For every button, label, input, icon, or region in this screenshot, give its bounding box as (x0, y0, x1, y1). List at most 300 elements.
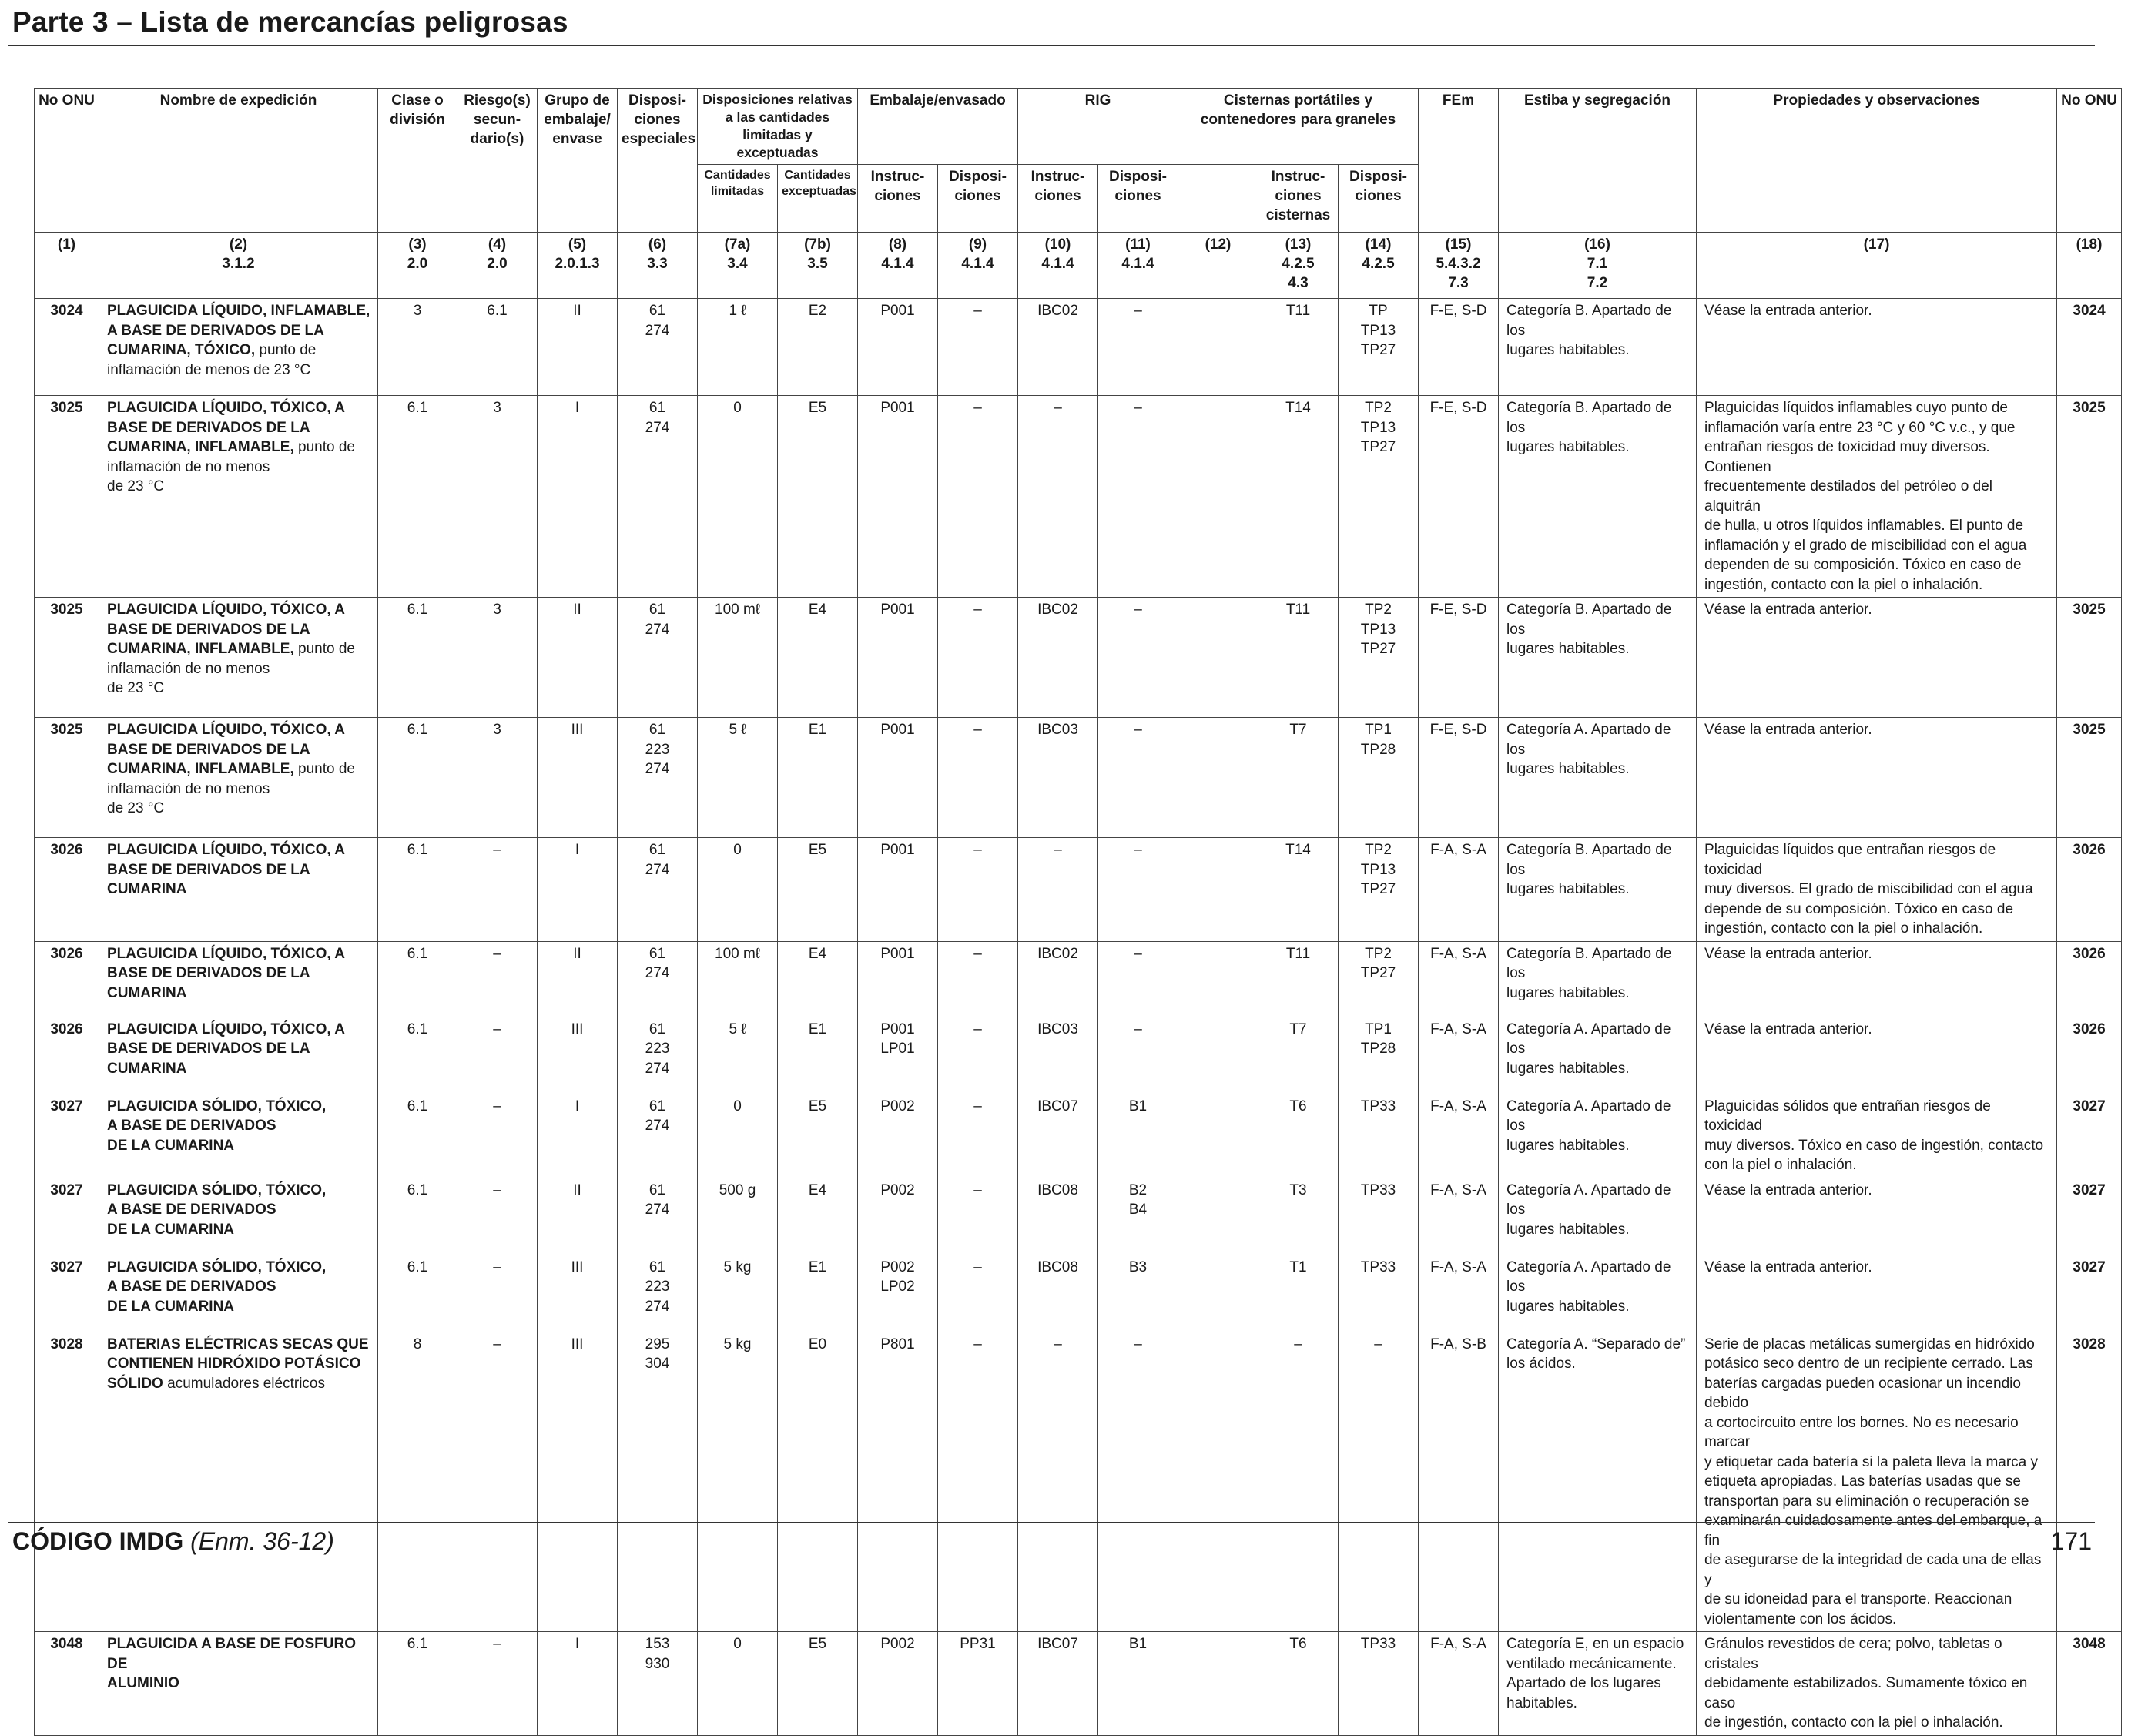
tank-instructions: T11 (1258, 598, 1339, 718)
ibc-instructions: IBC02 (1018, 299, 1098, 396)
stowage-line: Categoría B. Apartado de los (1506, 842, 1676, 878)
properties-line: muy diversos. El grado de miscibilidad con el agua (1704, 881, 2033, 897)
special-provisions (618, 718, 698, 838)
class-division: 6.1 (378, 941, 457, 1017)
un-number-right: 3048 (2057, 1632, 2122, 1736)
header-un-no: No ONU (35, 89, 99, 233)
column-number-line: 4.1.4 (1041, 256, 1074, 272)
name-bold-line: BASE DE DERIVADOS DE LA (107, 419, 310, 436)
limited-quantity: 100 mℓ (698, 598, 778, 718)
properties-line: Véase la entrada anterior. (1704, 1258, 1872, 1275)
special-provisions-line: 223 (645, 741, 670, 758)
ibc-provisions-line: B4 (1128, 1201, 1148, 1218)
un-number: 3026 (35, 941, 99, 1017)
column-number-19 (2057, 233, 2122, 299)
subsidiary-risk: – (457, 1332, 538, 1632)
un-number: 3026 (35, 1017, 99, 1094)
properties-line: ingestión, contacto con la piel o inhalación. (1704, 576, 1983, 593)
proper-shipping-name (99, 1017, 378, 1094)
proper-shipping-name (99, 396, 378, 598)
column-12 (1178, 598, 1258, 718)
table-row (35, 396, 2122, 598)
ems: F-E, S-D (1419, 598, 1499, 718)
name-bold-line: PLAGUICIDA LÍQUIDO, TÓXICO, A (107, 602, 345, 618)
column-number-4 (457, 233, 538, 299)
packing-provisions: – (938, 941, 1018, 1017)
un-number: 3024 (35, 299, 99, 396)
properties-observations (1697, 1178, 2057, 1255)
stowage-line: Categoría B. Apartado de los (1506, 945, 1676, 981)
properties-line: ingestión, contacto con la piel o inhalación. (1704, 920, 1983, 937)
stowage-line: Categoría B. Apartado de los (1506, 303, 1676, 339)
ems: F-A, S-A (1419, 1632, 1499, 1736)
properties-observations (1697, 598, 2057, 718)
un-number-right: 3025 (2057, 718, 2122, 838)
name-bold-line: BASE DE DERIVADOS DE LA (107, 621, 310, 638)
column-12 (1178, 1094, 1258, 1178)
un-number-right: 3025 (2057, 396, 2122, 598)
column-number-line: 7.1 (1587, 256, 1608, 272)
special-provisions-line: 930 (645, 1655, 670, 1672)
column-number-line: (7b) (804, 236, 831, 253)
packing-instructions-line: P001 (880, 400, 915, 416)
properties-line: etiqueta apropiadas. Las baterías usadas que se (1704, 1473, 2021, 1490)
special-provisions-line: 223 (645, 1041, 670, 1057)
un-number: 3027 (35, 1178, 99, 1255)
column-number-line: 7.3 (1448, 275, 1469, 291)
tank-provisions-line: TP33 (1360, 1636, 1396, 1652)
properties-line: Plaguicidas líquidos que entrañan riesgos de toxicidad (1704, 842, 2000, 878)
column-number-13 (1178, 233, 1258, 299)
column-12 (1178, 1332, 1258, 1632)
class-division: 6.1 (378, 1255, 457, 1332)
tank-provisions (1339, 1017, 1419, 1094)
ibc-instructions: IBC08 (1018, 1178, 1098, 1255)
packing-instructions-line: P801 (880, 1336, 915, 1352)
un-number: 3027 (35, 1094, 99, 1178)
packing-instructions (858, 1255, 938, 1332)
tank-instructions: T7 (1258, 1017, 1339, 1094)
packing-instructions (858, 598, 938, 718)
limited-quantity: 5 ℓ (698, 718, 778, 838)
un-number-right: 3027 (2057, 1255, 2122, 1332)
properties-line: depende de su composición. Tóxico en caso de (1704, 900, 2014, 917)
column-number-line: 4.1.4 (1121, 256, 1154, 272)
column-number-row (35, 233, 2122, 299)
stowage-segregation (1499, 1632, 1697, 1736)
packing-group: I (538, 1632, 618, 1736)
properties-line: Véase la entrada anterior. (1704, 1020, 1872, 1037)
column-number-line: 3.5 (807, 256, 828, 272)
subsidiary-risk: – (457, 941, 538, 1017)
column-number-line: 2.0 (487, 256, 508, 272)
ems: F-E, S-D (1419, 396, 1499, 598)
packing-instructions-line: LP02 (880, 1279, 915, 1295)
special-provisions-line: 274 (645, 965, 670, 981)
ibc-instructions: IBC02 (1018, 598, 1098, 718)
packing-group: I (538, 396, 618, 598)
tank-provisions (1339, 838, 1419, 942)
tank-provisions-line: TP27 (1360, 965, 1396, 981)
column-number-line: (12) (1205, 236, 1232, 253)
un-number-right: 3028 (2057, 1332, 2122, 1632)
tank-instructions: T14 (1258, 396, 1339, 598)
column-12 (1178, 396, 1258, 598)
tank-provisions-line: TP13 (1360, 322, 1396, 339)
name-plain-text: punto de (293, 761, 356, 777)
column-number-10 (938, 233, 1018, 299)
stowage-line: Apartado de los lugares (1506, 1675, 1661, 1691)
stowage-segregation (1499, 1178, 1697, 1255)
tank-provisions (1339, 1632, 1419, 1736)
ibc-provisions (1098, 1178, 1178, 1255)
name-bold-line: PLAGUICIDA SÓLIDO, TÓXICO, (107, 1098, 327, 1114)
name-bold-line: PLAGUICIDA LÍQUIDO, TÓXICO, A (107, 945, 345, 962)
column-number-line: (13) (1285, 236, 1312, 253)
subsidiary-risk: – (457, 1017, 538, 1094)
ibc-provisions-line: – (1134, 1020, 1142, 1037)
ibc-instructions: IBC02 (1018, 941, 1098, 1017)
column-number-3 (378, 233, 457, 299)
packing-provisions: – (938, 299, 1018, 396)
proper-shipping-name (99, 1255, 378, 1332)
special-provisions-line: 304 (645, 1356, 670, 1372)
packing-group: II (538, 299, 618, 396)
ems: F-E, S-D (1419, 299, 1499, 396)
special-provisions (618, 1094, 698, 1178)
tank-instructions: T11 (1258, 941, 1339, 1017)
name-plain-line: de 23 °C (107, 680, 165, 696)
proper-shipping-name (99, 1332, 378, 1632)
name-plain-line: inflamación de no menos (107, 458, 270, 475)
column-number-9 (858, 233, 938, 299)
special-provisions (618, 838, 698, 942)
properties-line: dependen de su composición. Tóxico en caso de (1704, 557, 2022, 573)
tank-provisions-line: TP (1369, 303, 1388, 319)
ems: F-A, S-A (1419, 1094, 1499, 1178)
header-tank-provisions: Disposi-ciones (1339, 165, 1419, 233)
subsidiary-risk: – (457, 1632, 538, 1736)
tank-provisions (1339, 299, 1419, 396)
packing-instructions-line: P001 (880, 842, 915, 858)
special-provisions (618, 1255, 698, 1332)
ems: F-E, S-D (1419, 718, 1499, 838)
properties-line: Véase la entrada anterior. (1704, 303, 1872, 319)
excepted-quantity: E4 (778, 1178, 858, 1255)
header-un-no-right: No ONU (2057, 89, 2122, 233)
ibc-provisions (1098, 941, 1178, 1017)
class-division: 6.1 (378, 1094, 457, 1178)
packing-instructions (858, 396, 938, 598)
tank-instructions: T6 (1258, 1632, 1339, 1736)
stowage-segregation (1499, 941, 1697, 1017)
special-provisions (618, 1178, 698, 1255)
name-bold-line: PLAGUICIDA A BASE DE FOSFURO DE (107, 1636, 360, 1672)
stowage-segregation (1499, 1255, 1697, 1332)
limited-quantity: 5 kg (698, 1332, 778, 1632)
name-bold-line: CUMARINA, INFLAMABLE, punto de (107, 439, 356, 455)
packing-provisions: – (938, 838, 1018, 942)
proper-shipping-name (99, 1094, 378, 1178)
column-12 (1178, 1178, 1258, 1255)
limited-quantity: 500 g (698, 1178, 778, 1255)
header-excepted-qty: Cantidades exceptuadas (778, 165, 858, 233)
name-bold-line: BATERIAS ELÉCTRICAS SECAS QUE (107, 1336, 369, 1352)
properties-line: de su idoneidad para el transporte. Reaccionan (1704, 1591, 2012, 1607)
header-portable-tanks: Cisternas portátiles y contenedores para graneles (1178, 89, 1419, 165)
subsidiary-risk: 3 (457, 396, 538, 598)
name-bold-line: CUMARINA (107, 1060, 187, 1077)
dangerous-goods-table-wrapper (34, 88, 2117, 1736)
ibc-instructions: – (1018, 1332, 1098, 1632)
table-row (35, 1178, 2122, 1255)
excepted-quantity: E4 (778, 941, 858, 1017)
proper-shipping-name (99, 299, 378, 396)
tank-provisions-line: TP13 (1360, 861, 1396, 878)
ibc-provisions-line: B2 (1128, 1181, 1148, 1198)
ems: F-A, S-A (1419, 1017, 1499, 1094)
un-number-right: 3026 (2057, 1017, 2122, 1094)
name-bold-line: ALUMINIO (107, 1675, 179, 1691)
stowage-segregation (1499, 299, 1697, 396)
excepted-quantity: E1 (778, 718, 858, 838)
name-bold-line: PLAGUICIDA LÍQUIDO, TÓXICO, A (107, 400, 345, 416)
special-provisions-line: 274 (645, 621, 670, 638)
properties-line: a cortocircuito entre los bornes. No es necesario marcar (1704, 1414, 2022, 1450)
header-limited-qty: Cantidades limitadas (698, 165, 778, 233)
properties-observations (1697, 1332, 2057, 1632)
properties-line: de asegurarse de la integridad de cada una de ellas y (1704, 1552, 2046, 1588)
name-bold-line: A BASE DE DERIVADOS DE LA (107, 322, 324, 339)
special-provisions-line: 61 (648, 945, 666, 962)
column-number-line: (1) (57, 236, 76, 253)
column-12 (1178, 1632, 1258, 1736)
excepted-quantity: E1 (778, 1255, 858, 1332)
ibc-provisions-line: – (1134, 945, 1142, 962)
excepted-quantity: E5 (778, 1632, 858, 1736)
packing-group: I (538, 838, 618, 942)
stowage-line: Categoría A. “Separado de” (1506, 1336, 1686, 1352)
tank-provisions-line: TP1 (1365, 722, 1392, 738)
stowage-line: lugares habitables. (1506, 342, 1630, 358)
header-packing: Embalaje/envasado (858, 89, 1018, 165)
properties-line: debidamente estabilizados. Sumamente tóxico en caso (1704, 1675, 2032, 1711)
packing-provisions: – (938, 1255, 1018, 1332)
name-bold-line: PLAGUICIDA LÍQUIDO, TÓXICO, A (107, 842, 345, 858)
properties-line: Plaguicidas líquidos inflamables cuyo punto de (1704, 400, 2008, 416)
column-number-line: (15) (1445, 236, 1472, 253)
class-division: 3 (378, 299, 457, 396)
stowage-line: habitables. (1506, 1694, 1577, 1711)
header-stowage: Estiba y segregación (1499, 89, 1697, 233)
packing-group: III (538, 1332, 618, 1632)
column-12 (1178, 718, 1258, 838)
special-provisions-line: 61 (648, 1258, 666, 1275)
table-row (35, 299, 2122, 396)
properties-line: de hulla, u otros líquidos inflamables. El punto de (1704, 518, 2024, 534)
name-plain-text: punto de (293, 439, 356, 455)
stowage-line: Categoría E, en un espacio (1506, 1636, 1684, 1652)
un-number: 3025 (35, 718, 99, 838)
column-12 (1178, 299, 1258, 396)
limited-quantity: 1 ℓ (698, 299, 778, 396)
properties-line: muy diversos. Tóxico en caso de ingestión, contacto (1704, 1137, 2044, 1154)
tank-provisions (1339, 598, 1419, 718)
class-division: 6.1 (378, 838, 457, 942)
packing-instructions (858, 1017, 938, 1094)
tank-provisions (1339, 396, 1419, 598)
class-division: 6.1 (378, 598, 457, 718)
excepted-quantity: E5 (778, 396, 858, 598)
column-number-line: (4) (488, 236, 507, 253)
properties-line: entrañan riesgos de toxicidad muy diversos. Contienen (1704, 439, 1994, 475)
ibc-provisions (1098, 396, 1178, 598)
column-number-line: (16) (1584, 236, 1610, 253)
packing-provisions: – (938, 396, 1018, 598)
excepted-quantity: E4 (778, 598, 858, 718)
name-bold-line: A BASE DE DERIVADOS (107, 1201, 276, 1218)
header-limited-excepted: Disposiciones relativas a las cantidades limitadas y exceptuadas (698, 89, 858, 165)
properties-observations (1697, 299, 2057, 396)
footer-code-name: CÓDIGO IMDG (12, 1527, 184, 1555)
stowage-line: Categoría A. Apartado de los (1506, 1098, 1675, 1134)
stowage-line: lugares habitables. (1506, 1298, 1630, 1315)
properties-line: potásico seco dentro de un recipiente cerrado. Las (1704, 1356, 2033, 1372)
ibc-instructions: IBC07 (1018, 1094, 1098, 1178)
stowage-segregation (1499, 1332, 1697, 1632)
properties-line: violentamente con los ácidos. (1704, 1610, 1897, 1627)
packing-group: II (538, 941, 618, 1017)
un-number-right: 3027 (2057, 1094, 2122, 1178)
un-number-right: 3026 (2057, 838, 2122, 942)
packing-instructions-line: P001 (880, 1020, 915, 1037)
column-number-8 (778, 233, 858, 299)
limited-quantity: 5 ℓ (698, 1017, 778, 1094)
properties-line: Véase la entrada anterior. (1704, 1181, 1872, 1198)
name-bold-line: SÓLIDO acumuladores eléctricos (107, 1375, 325, 1392)
header-col12-blank (1178, 165, 1258, 233)
properties-line: de ingestión, contacto con la piel o inhalación. (1704, 1714, 2003, 1731)
name-bold-line: CUMARINA, TÓXICO, punto de (107, 342, 317, 358)
table-row (35, 1094, 2122, 1178)
excepted-quantity: E1 (778, 1017, 858, 1094)
special-provisions-line: 61 (648, 842, 666, 858)
name-bold-line: DE LA CUMARINA (107, 1298, 235, 1315)
column-number-line: 7.2 (1587, 275, 1608, 291)
properties-line: inflamación y el grado de miscibilidad con el agua (1704, 537, 2027, 554)
special-provisions-line: 61 (648, 602, 666, 618)
header-special-provisions: Disposi-ciones especiales (618, 89, 698, 233)
tank-instructions: T11 (1258, 299, 1339, 396)
name-plain-text: punto de (255, 342, 317, 358)
subsidiary-risk: 6.1 (457, 299, 538, 396)
column-number-line: (7a) (724, 236, 751, 253)
un-number: 3025 (35, 396, 99, 598)
properties-observations (1697, 718, 2057, 838)
special-provisions (618, 1332, 698, 1632)
subsidiary-risk: – (457, 838, 538, 942)
packing-provisions: PP31 (938, 1632, 1018, 1736)
packing-provisions: – (938, 1178, 1018, 1255)
special-provisions-line: 274 (645, 322, 670, 339)
special-provisions-line: 61 (648, 722, 666, 738)
column-number-line: (11) (1125, 236, 1151, 253)
packing-instructions (858, 1094, 938, 1178)
special-provisions-line: 274 (645, 1201, 670, 1218)
stowage-line: Categoría A. Apartado de los (1506, 722, 1675, 758)
properties-line: inflamación varía entre 23 °C y 60 °C v.c., y que (1704, 419, 2016, 436)
packing-instructions (858, 941, 938, 1017)
properties-line: examinarán cuidadosamente antes del embarque, a fin (1704, 1513, 2046, 1549)
ibc-provisions (1098, 299, 1178, 396)
ems: F-A, S-A (1419, 1255, 1499, 1332)
name-plain-line: inflamación de no menos (107, 660, 270, 677)
table-row (35, 1632, 2122, 1736)
proper-shipping-name (99, 838, 378, 942)
packing-group: II (538, 1178, 618, 1255)
table-row (35, 718, 2122, 838)
name-plain-text: punto de (293, 641, 356, 657)
name-bold-line: CONTIENEN HIDRÓXIDO POTÁSICO (107, 1356, 361, 1372)
packing-instructions (858, 838, 938, 942)
name-bold-line: CUMARINA, INFLAMABLE, punto de (107, 641, 356, 657)
stowage-line: Categoría A. Apartado de los (1506, 1020, 1675, 1057)
tank-provisions-line: TP27 (1360, 439, 1396, 455)
stowage-segregation (1499, 1094, 1697, 1178)
ibc-provisions (1098, 1017, 1178, 1094)
stowage-line: Categoría A. Apartado de los (1506, 1181, 1675, 1218)
subsidiary-risk: 3 (457, 598, 538, 718)
header-class: Clase o división (378, 89, 457, 233)
limited-quantity: 0 (698, 1632, 778, 1736)
stowage-line: lugares habitables. (1506, 1137, 1630, 1154)
header-ibc-provisions: Disposi-ciones (1098, 165, 1178, 233)
special-provisions-line: 61 (648, 303, 666, 319)
un-number-right: 3025 (2057, 598, 2122, 718)
packing-instructions-line: P002 (880, 1258, 915, 1275)
properties-line: Véase la entrada anterior. (1704, 602, 1872, 618)
column-number-line: (2) (229, 236, 248, 253)
name-bold-line: PLAGUICIDA LÍQUIDO, INFLAMABLE, (107, 303, 370, 319)
header-tank-instructions: Instruc-ciones cisternas (1258, 165, 1339, 233)
table-row (35, 838, 2122, 942)
packing-instructions-line: P002 (880, 1098, 915, 1114)
ems: F-A, S-B (1419, 1332, 1499, 1632)
column-number-line: 4.3 (1288, 275, 1309, 291)
special-provisions-line: 274 (645, 1060, 670, 1077)
dangerous-goods-table (34, 88, 2122, 1736)
packing-provisions: – (938, 1017, 1018, 1094)
special-provisions-line: 274 (645, 861, 670, 878)
stowage-line: Categoría A. Apartado de los (1506, 1258, 1675, 1295)
ibc-provisions-line: – (1134, 842, 1142, 858)
ibc-provisions-line: – (1134, 722, 1142, 738)
stowage-line: Categoría B. Apartado de los (1506, 602, 1676, 638)
properties-observations (1697, 1255, 2057, 1332)
column-number-line: (10) (1044, 236, 1071, 253)
ems: F-A, S-A (1419, 838, 1499, 942)
limited-quantity: 0 (698, 396, 778, 598)
column-number-2 (99, 233, 378, 299)
packing-provisions: – (938, 598, 1018, 718)
special-provisions-line: 274 (645, 761, 670, 777)
column-number-5 (538, 233, 618, 299)
column-number-14 (1258, 233, 1339, 299)
table-row (35, 1332, 2122, 1632)
stowage-line: lugares habitables. (1506, 881, 1630, 897)
column-number-line: 3.1.2 (222, 256, 255, 272)
special-provisions (618, 1632, 698, 1736)
